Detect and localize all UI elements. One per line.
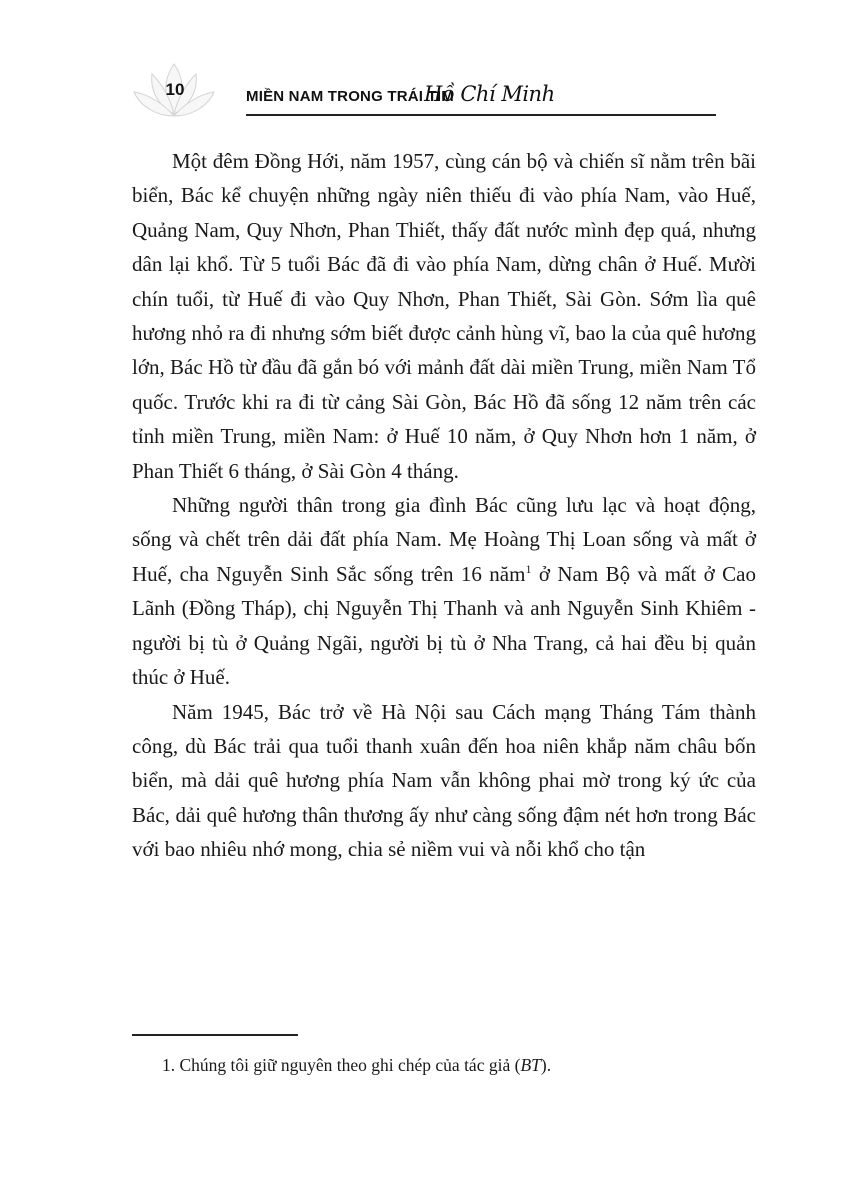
page-header	[132, 58, 712, 128]
paragraph: Một đêm Đồng Hới, năm 1957, cùng cán bộ và chiến sĩ nằm trên bãi biển, Bác kể chuyện những ngày niên thiếu đi vào phía Nam, vào Huế, Quảng Nam, Quy Nhơn, Phan Thiết, thấy đất nước mình đẹp quá, nhưng dân lại khổ. Từ 5 tuổi Bác đã đi vào phía Nam, dừng chân ở Huế. Mười chín tuổi, từ Huế đi vào Quy Nhơn, Phan Thiết, Sài Gòn. Sớm lìa quê hương nhỏ ra đi nhưng sớm biết được cảnh hùng vĩ, bao la của quê hương lớn, Bác Hồ từ đầu đã gắn bó với mảnh đất dài miền Trung, miền Nam Tổ quốc. Trước khi ra đi từ cảng Sài Gòn, Bác Hồ đã sống 12 năm trên các tỉnh miền Trung, miền Nam: ở Huế 10 năm, ở Quy Nhơn hơn 1 năm, ở Phan Thiết 6 tháng, ở Sài Gòn 4 tháng.	[132, 149, 756, 483]
body-text	[132, 144, 756, 867]
paragraph-text: Những người thân trong gia đình Bác cũng lưu lạc và hoạt động, sống và chết trên dải đất phía Nam. Mẹ Hoàng Thị Loan sống và mất ở Huế, cha Nguyễn Sinh Sắc sống trên 16 năm	[132, 493, 756, 586]
paragraph-text: ở Nam Bộ và mất ở Cao Lãnh (Đồng Tháp), chị Nguyễn Thị Thanh và anh Nguyễn Sinh Khiêm - người bị tù ở Quảng Ngãi, người bị tù ở Nha Trang, cả hai đều bị quản thúc ở Huế.	[132, 561, 756, 690]
footnote-end: ).	[540, 1055, 552, 1075]
header-rule	[246, 114, 716, 116]
running-title: MIỀN NAM TRONG TRÁI TIM	[246, 88, 454, 105]
footnote-reference[interactable]: 1	[525, 561, 532, 576]
footnote-abbr: BT	[520, 1055, 541, 1075]
footnote	[162, 1053, 762, 1077]
running-title-script: Hồ Chí Minh	[424, 82, 555, 106]
footnote-rule	[132, 1034, 298, 1036]
footnote-text: Chúng tôi giữ nguyên theo ghi chép của tác giả (	[179, 1055, 521, 1075]
footnote-number: 1.	[162, 1055, 176, 1075]
paragraph: Năm 1945, Bác trở về Hà Nội sau Cách mạng Tháng Tám thành công, dù Bác trải qua tuổi thanh xuân đến hoa niên khắp năm châu bốn biển, mà dải quê hương phía Nam vẫn không phai mờ trong ký ức của Bác, dải quê hương thân thương ấy như càng sống đậm nét hơn trong Bác với bao nhiêu nhớ mong, chia sẻ niềm vui và nỗi khổ cho tận	[132, 699, 756, 862]
page-number: 10	[165, 80, 185, 99]
paragraph	[132, 488, 756, 694]
